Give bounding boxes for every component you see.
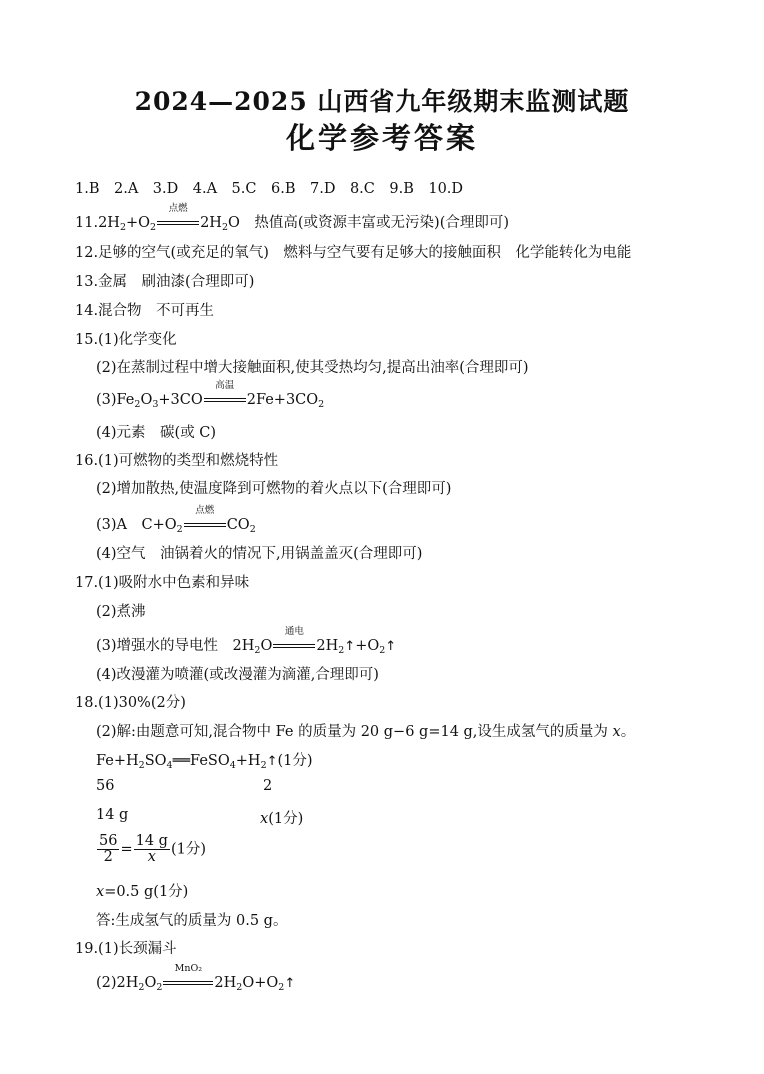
gas-arrow-icon: ↑ [344, 639, 356, 654]
q18-mass-h2 [260, 807, 303, 828]
q11-note: 热值高(或资源丰富或无污染)(合理即可) [254, 215, 510, 231]
q18-eq-sub: 4 [229, 760, 236, 771]
q18-result-text: =0.5 g(1分) [104, 884, 189, 900]
q19-2-text: O+O [242, 975, 279, 991]
q16-3-sub: 2 [176, 524, 183, 535]
answer-q16-2: (2)增加散热,使温度降到可燃物的着火点以下(合理即可) [96, 481, 452, 497]
gas-arrow-icon: ↑ [385, 639, 397, 654]
q18-eq-text: +H [235, 753, 261, 769]
q17-3-text: 2H [316, 638, 339, 654]
q18-eq-sub: 2 [260, 760, 267, 771]
q18-molar-h2: 2 [263, 778, 273, 794]
q11-sub: 2 [150, 222, 157, 233]
q19-2-text: O [144, 975, 157, 991]
q18-eq-text: SO [144, 753, 167, 769]
q15-3-sub: 2 [134, 399, 141, 410]
q17-3-sub: 2 [338, 645, 345, 656]
reaction-arrow [163, 963, 213, 990]
q18-mass-fe: 14 g [96, 807, 129, 823]
reaction-arrow [157, 203, 199, 230]
q18-eq-sub: 2 [138, 760, 145, 771]
q18-eq-sign: ══ [172, 753, 191, 769]
q18-score: (1分) [170, 841, 206, 858]
answer-q11 [75, 203, 510, 233]
answer-q19-2 [96, 963, 296, 993]
q17-3-text: O [260, 638, 273, 654]
fraction [97, 834, 119, 865]
answer-q15-3 [96, 380, 325, 410]
q16-3-text: (3)A C+O [96, 517, 177, 533]
fraction [134, 834, 170, 865]
q11-product: 2H [200, 215, 222, 231]
q18-equation [96, 749, 313, 771]
q18-var: x [96, 884, 105, 900]
page-title: 2024—2025 山西省九年级期末监测试题 [134, 87, 630, 116]
q18-2-var: x [612, 724, 621, 740]
reaction-condition: 高温 [215, 380, 235, 391]
answer-q15-4: (4)元素 碳(或 C) [96, 425, 217, 441]
q11-plus: +O [125, 215, 151, 231]
q11-sub: 2 [119, 222, 126, 233]
answer-q18-1: 18.(1)30%(2分) [75, 695, 186, 711]
q17-3-text: (3)增强水的导电性 2H [96, 638, 255, 654]
q15-3-sub: 3 [152, 399, 159, 410]
equals-sign: = [120, 841, 133, 858]
denominator: x [147, 849, 156, 865]
q19-2-text: 2H [214, 975, 237, 991]
answer-q15-1: 15.(1)化学变化 [75, 332, 177, 348]
q15-3-product: 2Fe+3CO [246, 392, 319, 408]
q17-3-sub: 2 [254, 645, 261, 656]
q19-2-sub: 2 [138, 982, 145, 993]
q11-number: 11. [75, 215, 99, 231]
q18-eq-text: FeSO [190, 753, 230, 769]
q19-2-sub: 2 [236, 982, 243, 993]
q18-eq-text: Fe+H [96, 753, 139, 769]
answer-q16-4: (4)空气 油锅着火的情况下,用锅盖盖灭(合理即可) [96, 546, 423, 562]
q18-eq-sub: 4 [166, 760, 173, 771]
gas-arrow-icon: ↑ [284, 976, 296, 991]
answer-q16-1: 16.(1)可燃物的类型和燃烧特性 [75, 453, 279, 469]
numerator: 56 [99, 833, 118, 849]
answer-q18-2 [96, 720, 635, 741]
numerator: 14 g [135, 833, 168, 849]
q17-3-sub: 2 [379, 645, 386, 656]
reaction-condition: 点燃 [195, 505, 215, 516]
q16-3-sub: 2 [249, 524, 256, 535]
q15-3-text: O [140, 392, 153, 408]
answer-q17-1: 17.(1)吸附水中色素和异味 [75, 575, 250, 591]
gas-arrow-icon: ↑ [266, 754, 278, 769]
answer-q15-2: (2)在蒸制过程中增大接触面积,使其受热均匀,提高出油率(合理即可) [96, 360, 529, 376]
q18-2-text: (2)解:由题意可知,混合物中 Fe 的质量为 20 g−6 g=14 g,设生成氢气的质量为 [96, 724, 613, 740]
answer-q12: 12.足够的空气(或充足的氧气) 燃料与空气要有足够大的接触面积 化学能转化为电能 [75, 245, 632, 261]
q18-eq-score: (1分) [277, 753, 313, 769]
q11-product-end: O [228, 215, 240, 231]
denominator: 2 [103, 849, 113, 865]
answer-q14: 14.混合物 不可再生 [75, 303, 215, 319]
q18-var: x [260, 811, 269, 827]
q16-3-product: CO [226, 517, 250, 533]
answer-q17-3 [96, 626, 397, 656]
q19-2-sub: 2 [278, 982, 285, 993]
reaction-condition: 点燃 [168, 203, 188, 214]
answer-q1-10: 1.B 2.A 3.D 4.A 5.C 6.B 7.D 8.C 9.B 10.D [75, 181, 464, 197]
answer-q13: 13.金属 刷油漆(合理即可) [75, 274, 255, 290]
q19-2-sub: 2 [156, 982, 163, 993]
page-subtitle: 化学参考答案 [285, 121, 478, 155]
q18-result [96, 880, 188, 901]
q18-score: (1分) [268, 811, 304, 827]
q11-sub: 2 [221, 222, 228, 233]
q19-2-text: (2)2H [96, 975, 139, 991]
reaction-arrow [273, 626, 315, 653]
reaction-condition: MnO₂ [174, 963, 203, 974]
q17-3-text: +O [355, 638, 380, 654]
reaction-arrow [184, 505, 226, 532]
q18-answer: 答:生成氢气的质量为 0.5 g。 [96, 913, 288, 929]
q15-3-text: +3CO [158, 392, 203, 408]
answer-q17-2: (2)煮沸 [96, 604, 146, 620]
q11-reactant: 2H [98, 215, 120, 231]
q18-2-text: 。 [620, 724, 636, 740]
reaction-condition: 通电 [284, 626, 304, 637]
answer-q16-3 [96, 505, 256, 535]
q15-3-text: (3)Fe [96, 392, 135, 408]
q18-molar-fe: 56 [96, 778, 115, 794]
q15-3-sub: 2 [318, 399, 325, 410]
answer-q17-4: (4)改漫灌为喷灌(或改漫灌为滴灌,合理即可) [96, 667, 379, 683]
reaction-arrow [204, 380, 246, 407]
q18-proportion [96, 834, 206, 865]
answer-q19-1: 19.(1)长颈漏斗 [75, 941, 177, 957]
